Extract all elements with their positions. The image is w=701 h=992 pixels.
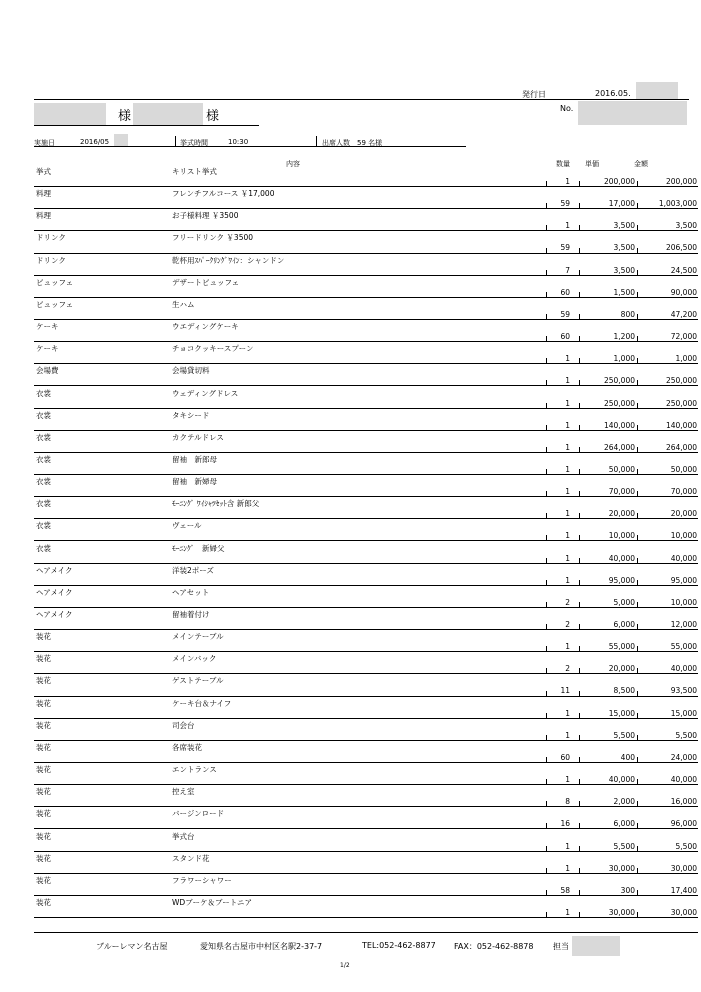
table-row	[34, 852, 698, 874]
table-row	[34, 320, 698, 342]
row-unit-price: 400	[620, 752, 635, 762]
redacted-event-day	[114, 134, 128, 146]
table-row	[34, 519, 698, 541]
row-unit-price: 95,000	[608, 575, 635, 585]
row-unit-price: 6,000	[613, 620, 635, 629]
row-category: 装花	[36, 897, 51, 907]
row-qty: 1	[565, 531, 570, 541]
row-description: WDブーケ＆ブートニア	[172, 897, 252, 907]
table-row	[34, 231, 698, 253]
row-category: 衣裳	[36, 454, 51, 464]
row-description: タキシード	[172, 410, 210, 420]
attendees-count: 59 名様	[357, 139, 383, 147]
row-description: 洋装2ポーズ	[172, 565, 214, 575]
row-description: 生ハム	[172, 299, 195, 309]
column-tick	[637, 912, 638, 918]
row-amount: 1,003,000	[658, 199, 697, 209]
ceremony-time: 10:30	[228, 138, 249, 146]
issue-date: 2016.05.	[595, 89, 631, 98]
row-qty: 7	[565, 265, 570, 275]
row-qty: 1	[565, 575, 570, 585]
row-category: ドリンク	[36, 255, 66, 265]
table-row	[34, 830, 698, 852]
table-row	[34, 564, 698, 586]
row-qty: 1	[565, 730, 570, 740]
row-unit-price: 50,000	[608, 464, 635, 474]
row-amount: 30,000	[670, 907, 697, 917]
table-row	[34, 719, 698, 741]
header-top-line	[34, 99, 689, 100]
row-unit-price: 3,500	[613, 243, 635, 253]
row-qty: 1	[565, 509, 570, 519]
row-unit-price: 5,000	[613, 597, 635, 607]
column-tick	[579, 912, 580, 918]
row-qty: 1	[565, 398, 570, 408]
table-row	[34, 608, 698, 630]
row-qty: 1	[565, 775, 570, 785]
row-amount: 250,000	[665, 398, 697, 408]
row-qty: 60	[560, 332, 570, 342]
row-category: 装花	[36, 787, 51, 797]
row-qty: 59	[560, 199, 570, 209]
row-unit-price: 8,500	[613, 686, 635, 696]
no-label: No.	[560, 104, 574, 113]
row-category: 装花	[36, 654, 51, 664]
row-description: 留袖 新婦母	[172, 477, 217, 487]
row-description: 留袖着付け	[172, 610, 210, 619]
row-description: ケーキ台＆ナイフ	[172, 698, 232, 708]
row-category: ヘアメイク	[36, 610, 73, 619]
row-amount: 16,000	[670, 797, 697, 807]
row-unit-price: 30,000	[608, 907, 635, 917]
row-amount: 40,000	[670, 664, 697, 674]
table-row	[34, 453, 698, 475]
table-row	[34, 276, 698, 298]
row-category: 装花	[36, 632, 51, 642]
row-description: ヴェール	[172, 521, 202, 531]
row-amount: 5,500	[675, 841, 697, 851]
row-unit-price: 250,000	[603, 376, 635, 386]
row-description: 挙式台	[172, 831, 195, 841]
row-qty: 1	[565, 841, 570, 851]
footer-tel: TEL:052-462-8877	[362, 941, 436, 950]
table-row	[34, 409, 698, 431]
row-unit-price: 2,000	[613, 797, 635, 807]
row-description: ウェディングドレス	[172, 388, 239, 398]
row-amount: 70,000	[670, 487, 697, 497]
row-description: フリードリンク ￥3500	[172, 233, 254, 243]
row-unit-price: 1,000	[613, 354, 635, 364]
row-amount: 206,500	[665, 243, 697, 253]
row-unit-price: 140,000	[603, 420, 635, 430]
row-category: 衣裳	[36, 521, 51, 531]
row-category: ヘアメイク	[36, 587, 73, 597]
row-category: 装花	[36, 853, 51, 863]
row-qty: 2	[565, 620, 570, 629]
row-qty: 1	[565, 376, 570, 386]
row-unit-price: 20,000	[608, 509, 635, 519]
row-category: 装花	[36, 676, 51, 686]
row-description: スタンド花	[172, 853, 210, 863]
field-divider-2	[316, 136, 317, 146]
column-header-amount: 金額	[634, 160, 648, 168]
ceremony-time-label: 挙式時間	[180, 139, 208, 147]
row-unit-price: 30,000	[608, 863, 635, 873]
row-description: 留袖 新郎母	[172, 454, 217, 464]
row-qty: 1	[565, 907, 570, 917]
row-category: ドリンク	[36, 233, 66, 243]
page-number: 1/2	[340, 962, 350, 969]
row-amount: 24,000	[670, 752, 697, 762]
row-amount: 15,000	[670, 708, 697, 718]
row-amount: 40,000	[670, 553, 697, 563]
row-separator	[34, 917, 698, 918]
row-category: 装花	[36, 720, 51, 730]
row-unit-price: 70,000	[608, 487, 635, 497]
table-row	[34, 187, 698, 209]
row-category: 衣裳	[36, 477, 51, 487]
row-description: 控え室	[172, 787, 195, 797]
table-row	[34, 431, 698, 453]
redacted-issue-day	[636, 82, 678, 100]
row-qty: 16	[560, 819, 570, 829]
row-unit-price: 264,000	[603, 442, 635, 452]
row-amount: 55,000	[670, 642, 697, 652]
row-description: 会場貸切料	[172, 366, 210, 376]
row-category: 衣裳	[36, 499, 51, 509]
row-unit-price: 6,000	[613, 819, 635, 829]
footer-address: 愛知県名古屋市中村区名駅2-37-7	[200, 942, 323, 951]
row-amount: 3,500	[675, 221, 697, 231]
row-qty: 1	[565, 708, 570, 718]
row-description: ウエディングケーキ	[172, 322, 239, 332]
row-amount: 93,500	[670, 686, 697, 696]
row-amount: 140,000	[665, 420, 697, 430]
table-row	[34, 209, 698, 231]
row-unit-price: 1,500	[613, 287, 635, 297]
row-description: デザートビュッフェ	[172, 277, 240, 287]
row-category: 挙式	[36, 167, 51, 176]
row-unit-price: 17,000	[608, 199, 635, 209]
honorific-2: 様	[206, 109, 220, 124]
name-underline	[34, 125, 259, 126]
row-category: 装花	[36, 765, 51, 775]
row-amount: 40,000	[670, 775, 697, 785]
row-amount: 50,000	[670, 464, 697, 474]
table-row	[34, 763, 698, 785]
field-divider-1	[175, 136, 176, 146]
row-amount: 250,000	[665, 376, 697, 386]
row-category: ビュッフェ	[36, 299, 74, 309]
row-category: 衣裳	[36, 543, 51, 553]
table-row	[34, 475, 698, 497]
row-unit-price: 20,000	[608, 664, 635, 674]
table-row	[34, 586, 698, 608]
table-row	[34, 497, 698, 519]
footer-company: ブルーレマン名古屋	[96, 942, 168, 951]
row-unit-price: 5,500	[613, 730, 635, 740]
row-qty: 8	[565, 797, 570, 807]
table-row	[34, 697, 698, 719]
table-row	[34, 342, 698, 364]
row-qty: 2	[565, 597, 570, 607]
row-qty: 11	[560, 686, 570, 696]
row-description: ゲストテーブル	[172, 676, 224, 686]
row-description: メインバック	[172, 654, 217, 664]
column-tick	[546, 912, 547, 918]
row-amount: 95,000	[670, 575, 697, 585]
table-row	[34, 874, 698, 896]
row-qty: 1	[565, 553, 570, 563]
redacted-name-1	[34, 103, 106, 125]
row-amount: 17,400	[670, 885, 697, 895]
row-description: お子様料理 ￥3500	[172, 211, 239, 221]
table-row	[34, 652, 698, 674]
row-category: 料理	[36, 211, 51, 221]
row-category: 装花	[36, 831, 51, 841]
row-qty: 1	[565, 354, 570, 364]
row-unit-price: 300	[620, 885, 635, 895]
row-description: 乾杯用ｽﾊﾟｰｸﾘﾝｸﾞﾜｲﾝ：シャンドン	[172, 255, 285, 265]
row-description: バージンロード	[172, 809, 225, 819]
honorific-1: 様	[118, 109, 132, 124]
row-qty: 1	[565, 420, 570, 430]
row-amount: 30,000	[670, 863, 697, 873]
row-qty: 1	[565, 863, 570, 873]
row-description: ヘアセット	[172, 587, 210, 597]
row-category: 料理	[36, 189, 51, 199]
row-unit-price: 250,000	[603, 398, 635, 408]
redacted-number	[578, 101, 687, 125]
row-category: 装花	[36, 809, 51, 819]
row-qty: 1	[565, 221, 570, 231]
row-category: ケーキ	[36, 322, 59, 332]
row-description: ﾓｰﾆﾝｸﾞ ﾜｲｼｬﾂｾｯﾄ含 新郎父	[172, 499, 260, 509]
footer-fax: FAX：052-462-8878	[454, 942, 534, 951]
row-qty: 1	[565, 177, 570, 186]
event-date-label: 実施日	[34, 139, 55, 147]
row-qty: 59	[560, 243, 570, 253]
row-category: 装花	[36, 742, 51, 752]
row-unit-price: 55,000	[608, 642, 635, 652]
row-description: 各席装花	[172, 742, 202, 752]
row-category: 衣裳	[36, 410, 51, 420]
row-qty: 2	[565, 664, 570, 674]
row-description: エントランス	[172, 765, 217, 775]
row-unit-price: 200,000	[603, 177, 635, 186]
row-amount: 10,000	[670, 531, 697, 541]
row-amount: 264,000	[665, 442, 697, 452]
column-header-price: 単価	[585, 160, 599, 168]
row-category: 衣裳	[36, 432, 51, 442]
column-header-content: 内容	[286, 160, 300, 168]
table-row	[34, 630, 698, 652]
row-qty: 1	[565, 464, 570, 474]
row-unit-price: 3,500	[613, 265, 635, 275]
attendees-label: 出席人数	[322, 139, 350, 147]
event-date: 2016/05	[80, 138, 110, 146]
row-unit-price: 15,000	[608, 708, 635, 718]
row-amount: 1,000	[675, 354, 697, 364]
redacted-staff-name	[572, 936, 620, 956]
table-row	[34, 542, 698, 564]
row-amount: 12,000	[670, 620, 697, 629]
table-row	[34, 298, 698, 320]
row-unit-price: 3,500	[613, 221, 635, 231]
row-category: 装花	[36, 875, 51, 885]
table-row	[34, 387, 698, 409]
row-description: 司会台	[172, 720, 195, 730]
row-amount: 20,000	[670, 509, 697, 519]
row-amount: 90,000	[670, 287, 697, 297]
redacted-name-2	[133, 103, 203, 125]
row-description: チョコクッキースプーン	[172, 344, 254, 354]
row-description: ﾓｰﾆﾝｸﾞ 新婦父	[172, 543, 225, 553]
row-unit-price: 5,500	[613, 841, 635, 851]
row-unit-price: 10,000	[608, 531, 635, 541]
row-description: カクテルドレス	[172, 432, 224, 442]
table-row	[34, 785, 698, 807]
row-description: フレンチフルコース ￥17,000	[172, 189, 275, 199]
table-row	[34, 807, 698, 829]
footer-staff-label: 担当	[553, 942, 569, 951]
row-qty: 59	[560, 309, 570, 319]
row-unit-price: 800	[620, 309, 635, 319]
table-row	[34, 741, 698, 763]
row-qty: 58	[560, 885, 570, 895]
row-category: ヘアメイク	[36, 565, 73, 575]
column-header-qty: 数量	[556, 160, 570, 168]
row-qty: 1	[565, 442, 570, 452]
row-description: フラワーシャワー	[172, 875, 232, 885]
issue-date-label: 発行日	[522, 90, 546, 99]
row-category: ケーキ	[36, 344, 59, 354]
row-category: 衣裳	[36, 388, 51, 398]
event-info-underline	[34, 146, 466, 147]
row-amount: 24,500	[670, 265, 697, 275]
row-unit-price: 40,000	[608, 775, 635, 785]
row-description: キリスト挙式	[172, 167, 217, 176]
row-amount: 72,000	[670, 332, 697, 342]
row-qty: 60	[560, 752, 570, 762]
row-amount: 96,000	[670, 819, 697, 829]
table-row	[34, 165, 698, 187]
row-qty: 60	[560, 287, 570, 297]
table-row	[34, 674, 698, 696]
row-category: 会場費	[36, 366, 59, 376]
row-category: 装花	[36, 698, 51, 708]
row-qty: 1	[565, 487, 570, 497]
row-category: ビュッフェ	[36, 277, 74, 287]
table-row	[34, 254, 698, 276]
row-amount: 5,500	[675, 730, 697, 740]
row-qty: 1	[565, 642, 570, 652]
row-amount: 200,000	[665, 177, 697, 186]
row-description: メインテーブル	[172, 632, 224, 642]
table-row	[34, 896, 698, 918]
row-unit-price: 40,000	[608, 553, 635, 563]
table-row	[34, 364, 698, 386]
footer-top-line	[34, 932, 698, 933]
row-amount: 10,000	[670, 597, 697, 607]
row-unit-price: 1,200	[613, 332, 635, 342]
row-amount: 47,200	[670, 309, 697, 319]
